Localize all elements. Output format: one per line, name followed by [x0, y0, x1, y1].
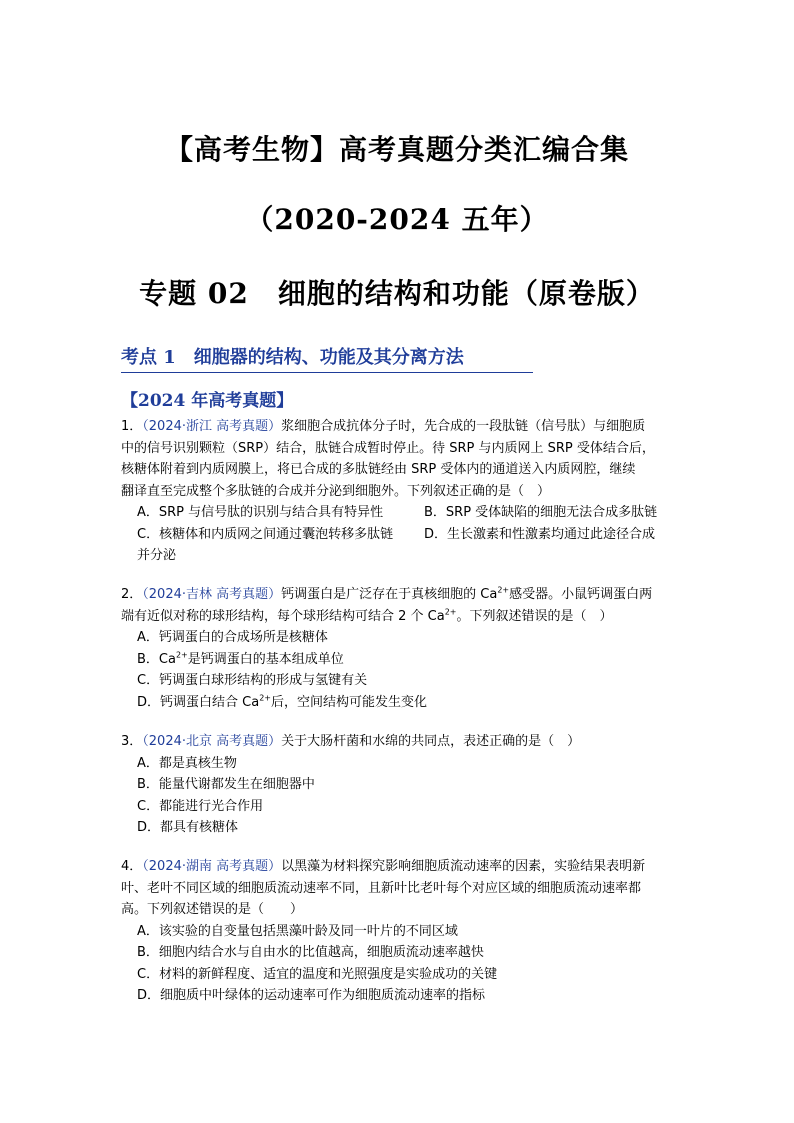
- question-number: 3．: [121, 734, 143, 749]
- option-text: 是钙调蛋白的基本组成单位: [187, 651, 344, 667]
- option-b: [137, 649, 681, 671]
- option-d: D．细胞质中叶绿体的运动速率可作为细胞质流动速率的指标: [137, 988, 486, 1003]
- question-text: 。下列叙述错误的是（ ）: [456, 608, 613, 624]
- question-text: 以黑藻为材料探究影响细胞质流动速率的因素，实验结果表明新: [281, 859, 646, 874]
- option-c: C．都能进行光合作用: [137, 798, 264, 814]
- year-heading: 【2024 年高考真题】: [121, 391, 294, 411]
- question-number: 2．: [121, 587, 143, 602]
- section-title: 细胞器的结构、功能及其分离方法: [193, 347, 464, 368]
- option-text: B．Ca: [137, 651, 176, 667]
- option-b: B．能量代谢都发生在细胞器中: [137, 777, 315, 792]
- option-row: [137, 524, 681, 546]
- option-d: D．都具有核糖体: [137, 820, 239, 835]
- question-3: [121, 731, 681, 839]
- question-text: 高。下列叙述错误的是（ ）: [121, 902, 304, 917]
- question-text: 钙调蛋白是广泛存在于真核细胞的 Ca: [281, 587, 498, 602]
- option-a: A．该实验的自变量包括黑藻叶龄及同一叶片的不同区域: [137, 923, 458, 939]
- superscript: 2+: [259, 693, 271, 703]
- question-source: （2024·吉林 高考真题）: [142, 587, 282, 602]
- option-d: D．生长激素和性激素均通过此途径合成: [424, 526, 656, 542]
- option-row: [137, 502, 681, 524]
- question-text: 感受器。小鼠钙调蛋白两: [509, 587, 653, 602]
- question-source: （2024·浙江 高考真题）: [142, 419, 282, 434]
- document-topic-title: 专题 02 细胞的结构和功能（原卷版）: [139, 277, 655, 310]
- superscript: 2+: [444, 607, 457, 617]
- question-text: 端有近似对称的球形结构，每个球形结构可结合 2 个 Ca: [121, 608, 445, 624]
- document-title: 【高考生物】高考真题分类汇编合集: [164, 133, 629, 166]
- question-source: （2024·北京 高考真题）: [142, 734, 282, 749]
- option-d: [137, 692, 681, 714]
- question-text: 核糖体附着到内质网膜上，将已合成的多肽链经由 SRP 受体内的通道送入内质网腔，继续: [121, 462, 636, 477]
- option-b: B．SRP 受体缺陷的细胞无法合成多肽链: [424, 505, 658, 520]
- question-number: 1．: [121, 419, 143, 434]
- question-text: 叶、老叶不同区域的细胞质流动速率不同，且新叶比老叶每个对应区域的细胞质流动速率都: [121, 880, 642, 896]
- option-c: C．材料的新鲜程度、适宜的温度和光照强度是实验成功的关键: [137, 966, 498, 982]
- question-4: [121, 856, 681, 1007]
- question-number: 4．: [121, 859, 143, 874]
- option-c: C．核糖体和内质网之间通过囊泡转移多肽链: [137, 526, 394, 542]
- superscript: 2+: [175, 650, 188, 660]
- question-text: 翻译直至完成整个多肽链的合成并分泌到细胞外。下列叙述正确的是（ ）: [121, 483, 551, 499]
- question-text: 浆细胞合成抗体分子时，先合成的一段肽链（信号肽）与细胞质: [281, 419, 646, 434]
- option-text: 后，空间结构可能发生变化: [270, 694, 427, 710]
- section-heading: [121, 343, 533, 373]
- question-2: [121, 584, 681, 713]
- question-source: （2024·湖南 高考真题）: [142, 859, 282, 874]
- section-number: 考点 1: [121, 347, 176, 368]
- option-a: A．SRP 与信号肽的识别与结合具有特异性: [137, 505, 384, 520]
- question-text: 关于大肠杆菌和水绵的共同点，表述正确的是（ ）: [281, 734, 581, 749]
- option-text: D．钙调蛋白结合 Ca: [137, 694, 260, 710]
- superscript: 2+: [497, 585, 510, 595]
- question-1: [121, 416, 681, 567]
- document-year-range: （2020-2024 五年）: [245, 203, 549, 236]
- option-d-continued: 并分泌: [137, 548, 177, 563]
- question-text: 中的信号识别颗粒（SRP）结合，肽链合成暂时停止。待 SRP 与内质网上 SRP 受体结合后，: [121, 440, 655, 456]
- option-c: C．钙调蛋白球形结构的形成与氢键有关: [137, 673, 368, 688]
- option-a: A．钙调蛋白的合成场所是核糖体: [137, 630, 328, 645]
- option-b: B．细胞内结合水与自由水的比值越高，细胞质流动速率越快: [137, 945, 484, 960]
- option-a: A．都是真核生物: [137, 755, 237, 771]
